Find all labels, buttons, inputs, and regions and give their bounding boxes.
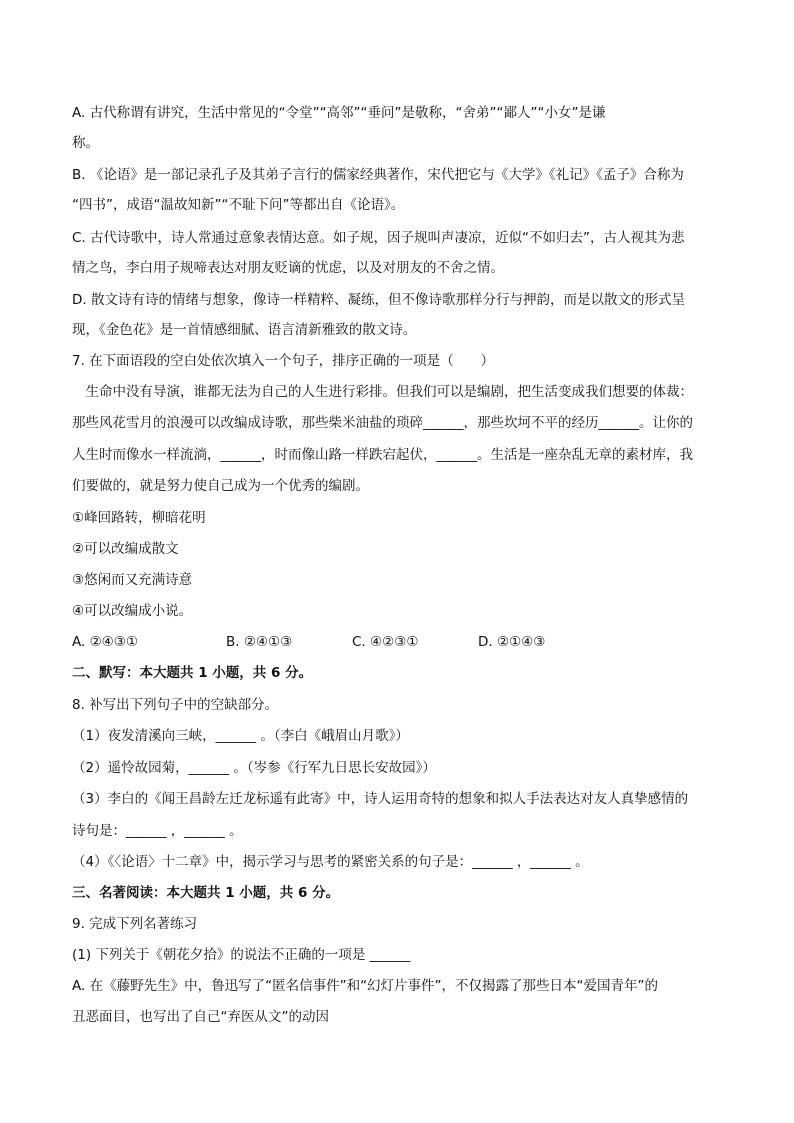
question-8-item-1: （1）夜发清溪向三峡，______ 。（李白《峨眉山月歌》） (72, 728, 409, 744)
answer-option-d: D. ②①④③ (478, 634, 546, 650)
passage-line-4: 们要做的，就是努力使自己成为一个优秀的编剧。 (72, 478, 369, 494)
question-9-option-a-line-1: A. 在《藤野先生》中，鲁迅写了“匿名信事件”和“幻灯片事件”，不仅揭露了那些日本“爱国青年”的 (72, 978, 659, 994)
option-b-line-1: B. 《论语》是一部记录孔子及其弟子言行的儒家经典著作，宋代把它与《大学》《礼记》《孟子》合称为 (72, 167, 684, 183)
question-7-stem: 7. 在下面语段的空白处依次填入一个句子，排序正确的一项是（ ） (72, 353, 495, 369)
question-9-option-a-line-2: 丑恶面目，也写出了自己“弃医从文”的动因 (72, 1009, 329, 1025)
passage-line-1: 生命中没有导演，谁都无法为自己的人生进行彩排。但我们可以是编剧，把生活变成我们想要的体裁： (72, 384, 693, 400)
answer-option-b: B. ②④①③ (226, 634, 293, 650)
option-b-line-2: “四书”，成语“温故知新”“不耻下问”等都出自《论语》。 (72, 197, 405, 213)
sentence-2: ②可以改编成散文 (72, 541, 179, 557)
question-8-item-2: （2）遥怜故园菊，______ 。（岑参《行军九日思长安故园》） (72, 760, 436, 776)
question-9-stem: 9. 完成下列名著练习 (72, 916, 198, 932)
option-a-line-1: A. 古代称谓有讲究，生活中常见的“令堂”“高邻”“垂问”是敬称，“舍弟”“鄙人”“小女”是谦 (72, 105, 606, 121)
question-8-item-3-line-1: （3）李白的《闻王昌龄左迁龙标遥有此寄》中，诗人运用奇特的想象和拟人手法表达对友人真挚感情的 (72, 791, 689, 807)
question-8-stem: 8. 补写出下列句子中的空缺部分。 (72, 697, 279, 713)
section-3-heading: 三、名著阅读：本大题共 1 小题，共 6 分。 (72, 885, 340, 901)
option-c-line-2: 情之鸟，李白用子规啼表达对朋友贬谪的忧虑，以及对朋友的不舍之情。 (72, 260, 504, 276)
sentence-4: ④可以改编成小说。 (72, 603, 193, 619)
sentence-1: ①峰回路转，柳暗花明 (72, 510, 206, 526)
option-d-line-1: D. 散文诗有诗的情绪与想象，像诗一样精粹、凝练，但不像诗歌那样分行与押韵，而是以散文的形式呈 (72, 292, 685, 308)
question-9-part-1: (1) 下列关于《朝花夕拾》的说法不正确的一项是 ______ (72, 947, 411, 963)
answer-option-c: C. ④②③① (352, 634, 419, 650)
answer-option-a: A. ②④③① (72, 634, 138, 650)
option-c-line-1: C. 古代诗歌中，诗人常通过意象表情达意。如子规，因子规叫声凄凉，近似“不如归去”，古人视其为悲 (72, 230, 685, 246)
question-8-item-3-line-2: 诗句是：______ ，______ 。 (72, 823, 243, 839)
question-8-item-4: （4）《〈论语〉十二章》中，揭示学习与思考的紧密关系的句子是：______ ，______ 。 (72, 854, 589, 870)
option-d-line-2: 现，《金色花》是一首情感细腻、语言清新雅致的散文诗。 (72, 322, 417, 338)
option-a-line-2: 称。 (72, 135, 99, 151)
passage-line-2: 那些风花雪月的浪漫可以改编成诗歌，那些柴米油盐的琐碎______，那些坎坷不平的经历______。让你的 (72, 415, 693, 431)
sentence-3: ③悠闲而又充满诗意 (72, 572, 193, 588)
passage-line-3: 人生时而像水一样流淌，______，时而像山路一样跌宕起伏，______。生活是一座杂乱无章的素材库，我 (72, 447, 693, 463)
section-2-heading: 二、默写：本大题共 1 小题，共 6 分。 (72, 665, 313, 681)
